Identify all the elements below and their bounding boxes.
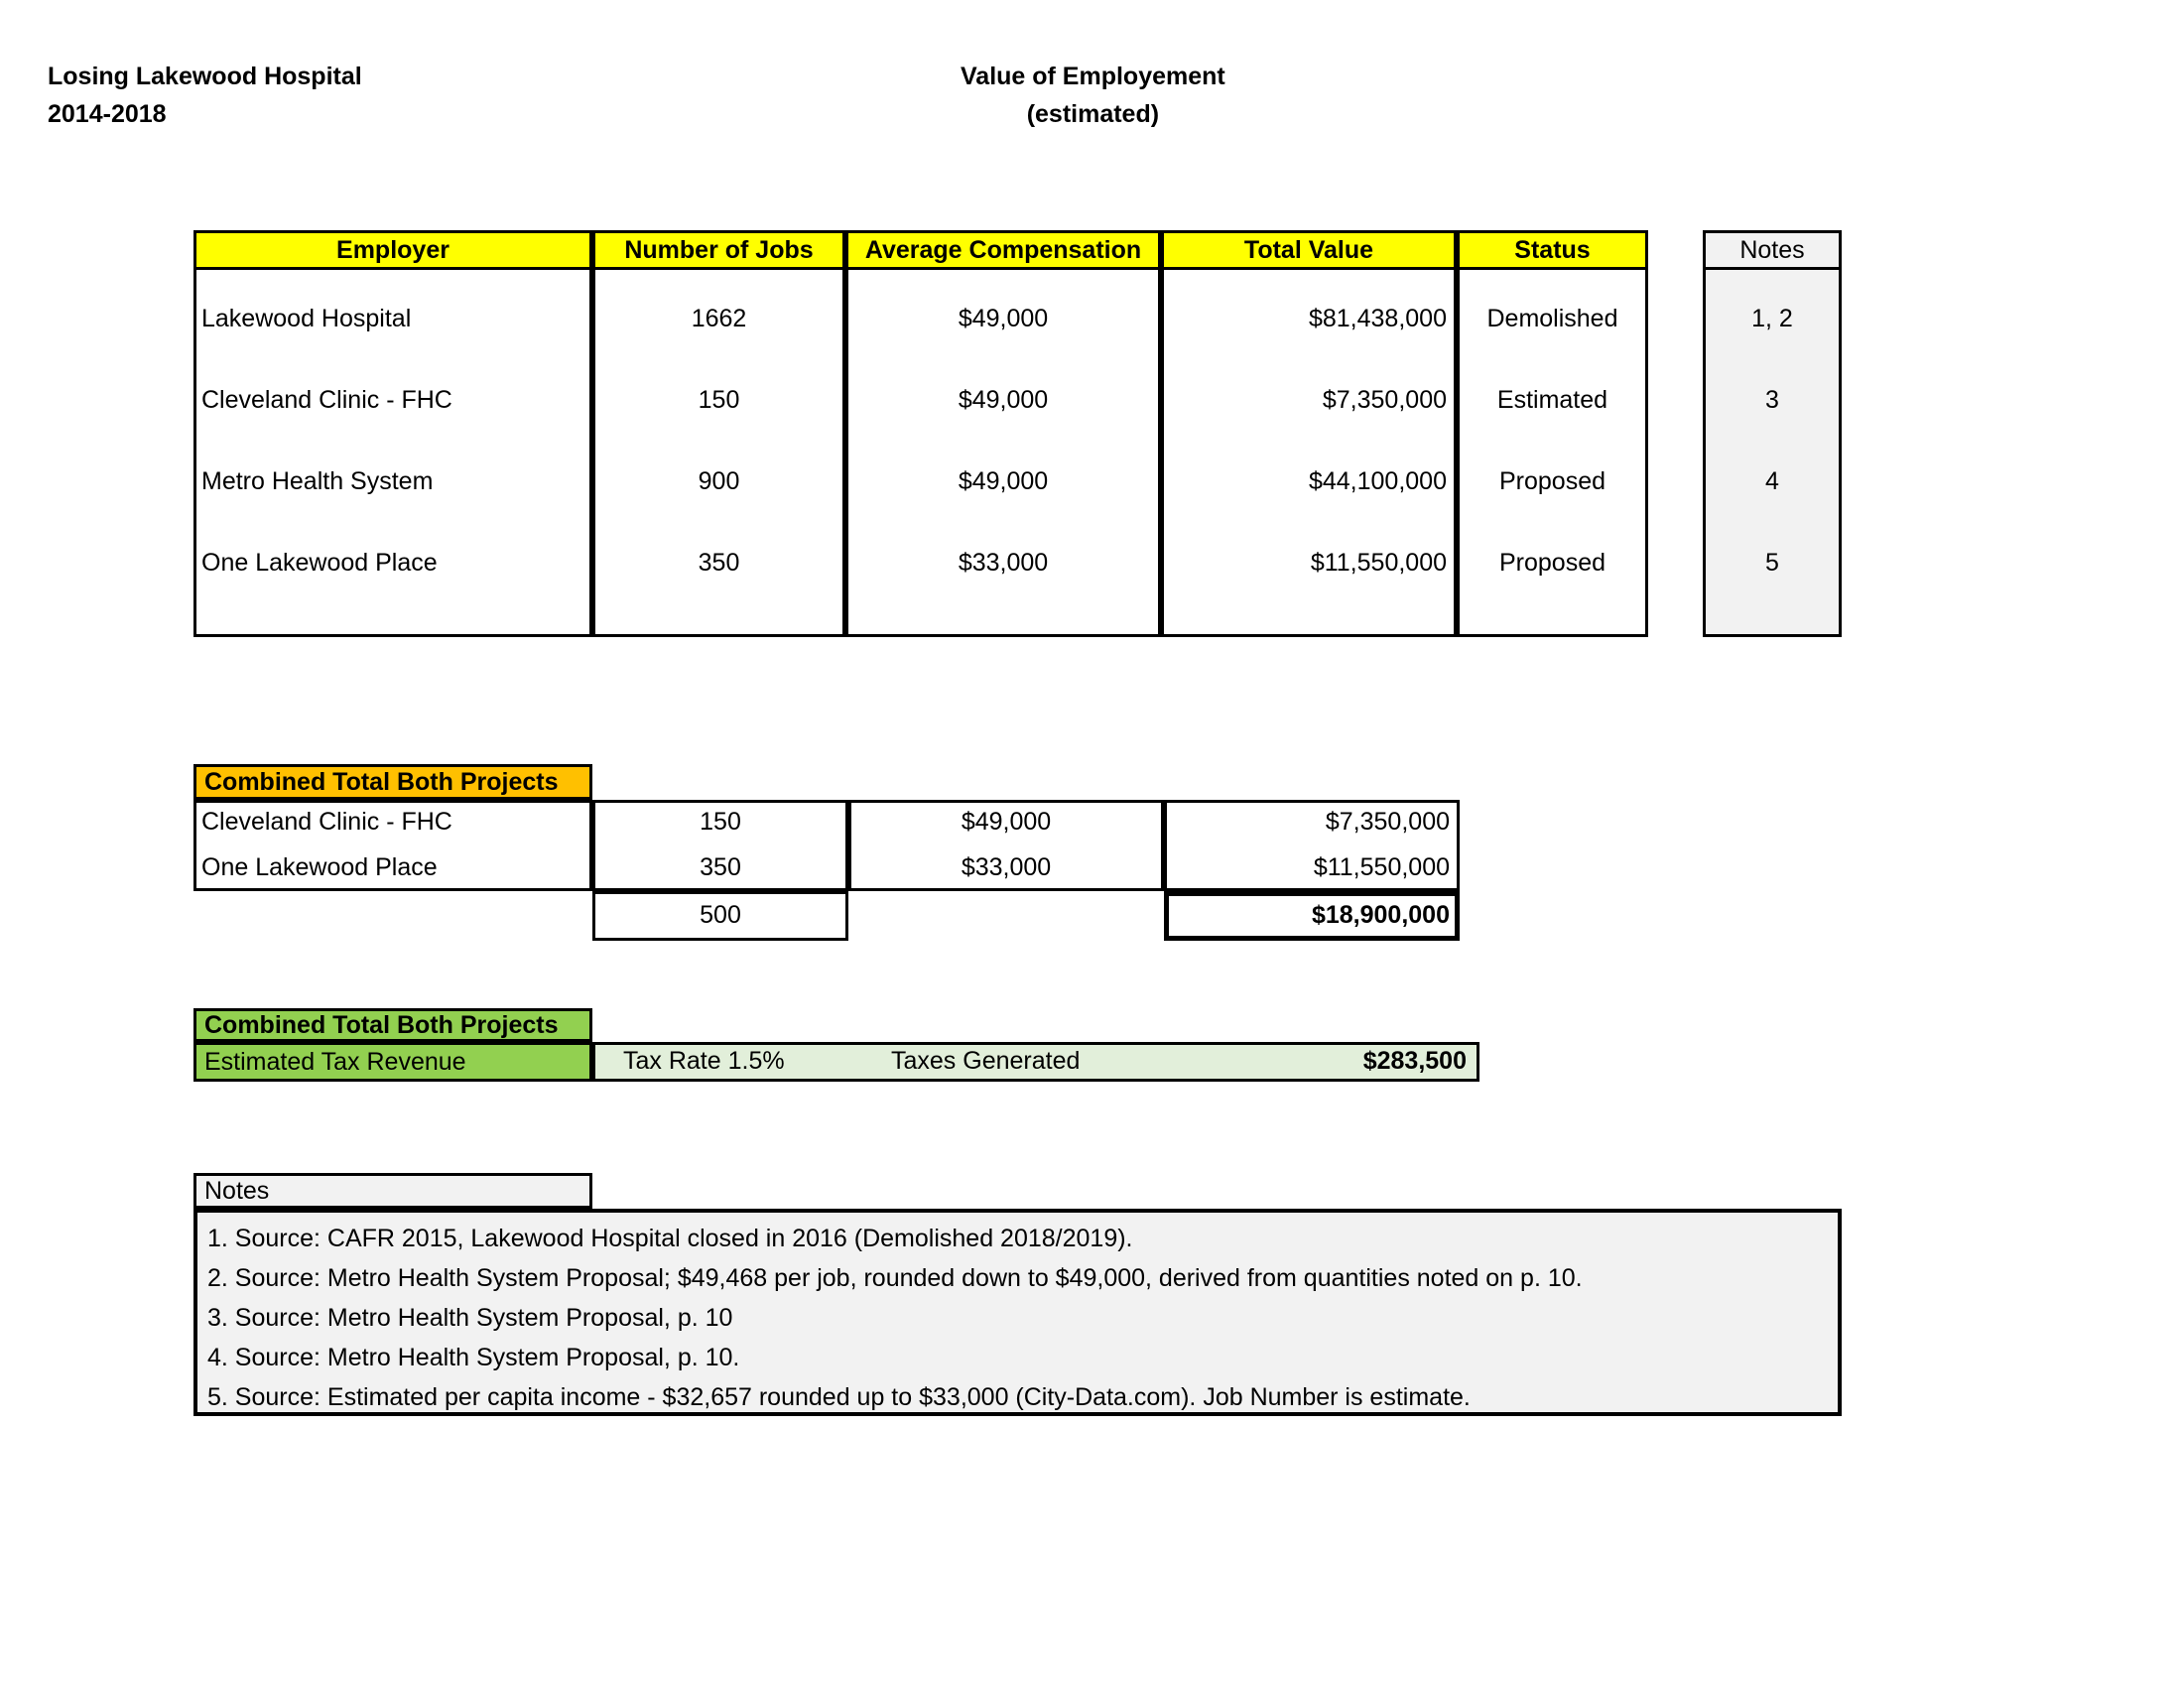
document-title-left bbox=[48, 58, 362, 133]
column-header-notes: Notes bbox=[1703, 230, 1842, 270]
title-right-line2: (estimated) bbox=[1026, 100, 1160, 128]
tax-rate-text: Tax Rate 1.5% bbox=[623, 1047, 785, 1076]
title-left-line1: Losing Lakewood Hospital bbox=[48, 63, 362, 90]
note-ref-cell: 5 bbox=[1765, 549, 1779, 578]
table-row: 350 bbox=[698, 549, 740, 578]
combined-row: $49,000 bbox=[961, 808, 1052, 837]
combined-row: Cleveland Clinic - FHC bbox=[201, 808, 452, 837]
table-row: 150 bbox=[698, 386, 740, 415]
title-right-line1: Value of Employement bbox=[961, 63, 1225, 90]
column-header-status: Status bbox=[1457, 230, 1648, 270]
note-line: 2. Source: Metro Health System Proposal; $49,468 per job, rounded down to $49,000, derived from quantities noted on p. 10. bbox=[207, 1264, 1583, 1292]
title-left-line2: 2014-2018 bbox=[48, 100, 167, 128]
document-title-right bbox=[961, 58, 1225, 133]
table-row: Estimated bbox=[1496, 386, 1608, 415]
note-line: 4. Source: Metro Health System Proposal, p. 10. bbox=[207, 1344, 740, 1371]
table-row: $49,000 bbox=[958, 386, 1049, 415]
tax-values-row bbox=[592, 1042, 1479, 1082]
note-line: 1. Source: CAFR 2015, Lakewood Hospital closed in 2016 (Demolished 2018/2019). bbox=[207, 1225, 1133, 1252]
combined-row: $11,550,000 bbox=[1313, 853, 1450, 882]
main-employment-table bbox=[193, 230, 1648, 637]
table-row: Proposed bbox=[1498, 467, 1606, 496]
table-row: 900 bbox=[698, 467, 740, 496]
table-row: Proposed bbox=[1498, 549, 1606, 578]
column-header-average-compensation: Average Compensation bbox=[845, 230, 1161, 270]
tax-block-header: Combined Total Both Projects bbox=[193, 1008, 592, 1042]
note-line: 5. Source: Estimated per capita income - $32,657 rounded up to $33,000 (City-Data.com). Job Number is estimate. bbox=[207, 1383, 1471, 1411]
combined-grand-total-value: $18,900,000 bbox=[1311, 901, 1450, 930]
note-ref-cell: 4 bbox=[1765, 467, 1779, 496]
combined-row: $33,000 bbox=[961, 853, 1052, 882]
taxes-generated-label: Taxes Generated bbox=[891, 1047, 1081, 1076]
table-row: $49,000 bbox=[958, 467, 1049, 496]
table-row: $33,000 bbox=[958, 549, 1049, 578]
note-ref-cell: 3 bbox=[1765, 386, 1779, 415]
combined-row: 150 bbox=[700, 808, 741, 837]
table-row: Lakewood Hospital bbox=[201, 305, 412, 333]
notes-column-body bbox=[1703, 270, 1842, 637]
combined-row: One Lakewood Place bbox=[201, 853, 438, 882]
table-row: Demolished bbox=[1486, 305, 1618, 333]
note-ref-cell: 1, 2 bbox=[1751, 305, 1793, 333]
table-row: $81,438,000 bbox=[1308, 305, 1447, 333]
estimated-tax-revenue-label: Estimated Tax Revenue bbox=[193, 1042, 592, 1082]
notes-section-header: Notes bbox=[193, 1173, 592, 1209]
column-header-number-of-jobs: Number of Jobs bbox=[592, 230, 845, 270]
table-row: Cleveland Clinic - FHC bbox=[201, 386, 452, 415]
table-row: One Lakewood Place bbox=[201, 549, 438, 578]
combined-total-jobs: 500 bbox=[700, 901, 741, 930]
combined-row: 350 bbox=[700, 853, 741, 882]
combined-row: $7,350,000 bbox=[1325, 808, 1450, 837]
table-row: $11,550,000 bbox=[1310, 549, 1447, 578]
notes-section-body bbox=[193, 1209, 1842, 1416]
table-row: Metro Health System bbox=[201, 467, 434, 496]
combined-total-header: Combined Total Both Projects bbox=[193, 764, 592, 800]
table-row: $44,100,000 bbox=[1308, 467, 1447, 496]
column-header-employer: Employer bbox=[193, 230, 592, 270]
taxes-generated-value: $283,500 bbox=[1362, 1047, 1467, 1076]
note-line: 3. Source: Metro Health System Proposal, p. 10 bbox=[207, 1304, 733, 1332]
table-row: $7,350,000 bbox=[1322, 386, 1447, 415]
table-row: $49,000 bbox=[958, 305, 1049, 333]
column-header-total-value: Total Value bbox=[1161, 230, 1457, 270]
table-row: 1662 bbox=[691, 305, 747, 333]
